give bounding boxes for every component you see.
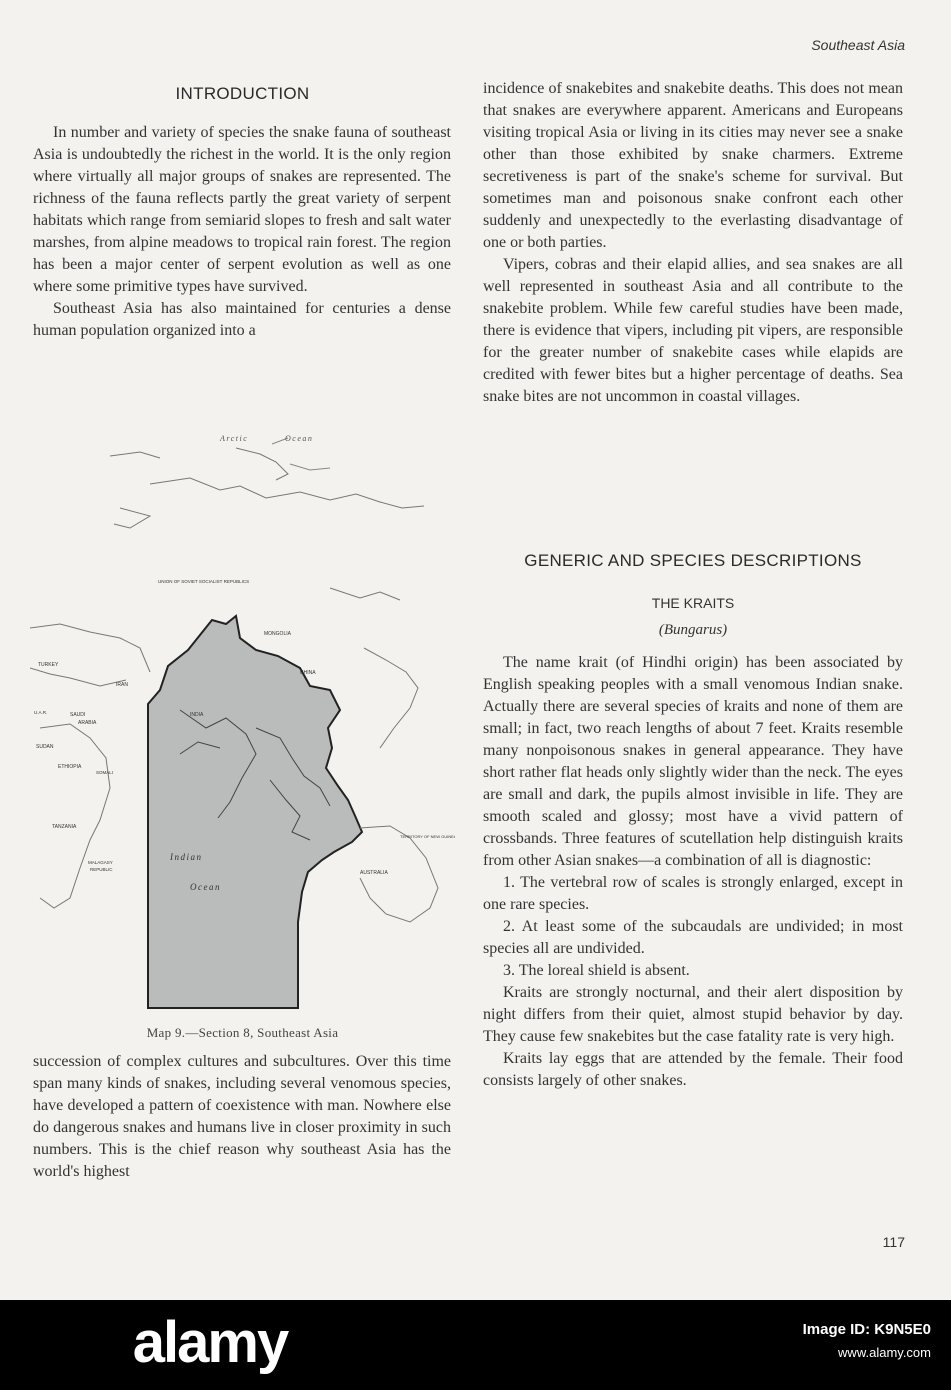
map-caption: Map 9.—Section 8, Southeast Asia <box>146 1025 339 1040</box>
map-label-china: CHINA <box>300 670 316 676</box>
map-label-ocean: Ocean <box>190 882 221 892</box>
kraits-paragraph-3: Kraits lay eggs that are attended by the female. Their food consists largely of other snakes. <box>483 1050 903 1089</box>
kraits-list-item-2: 2. At least some of the subcaudals are undivided; in most species all are undivided. <box>483 918 903 957</box>
kraits-subheading: THE KRAITS <box>651 595 735 611</box>
map-label-india: INDIA <box>190 712 204 718</box>
intro-continuation <box>33 1051 451 1183</box>
map-label-australia: AUSTRALIA <box>360 870 388 876</box>
intro-continuation-text: succession of complex cultures and subcultures. Over this time span many kinds of snakes, including several venomous species, have developed a pattern of coexistence with man. Nowhere else do dangerous snakes and humans live in closer proximity in such numbers. This is the chief reason why southeast Asia has the world's highest <box>33 1053 451 1180</box>
kraits-paragraph-1: The name krait (of Hindhi origin) has been associated by English speaking peoples with a small venomous Indian snake. Actually there are several species of kraits and none of them are small; in fact, two reach lengths of about 7 feet. Kraits resemble many nonpoisonous snakes in general appearance. They have short rather flat heads only slightly wider than the neck. The eyes are small and dark, the pupils almost invisible in life. They are smooth scaled and glossy; most have a vivid pattern of crossbands. Three features of scutellation help distinguish kraits from other Asian snakes—a combination of all is diagnostic: <box>483 654 903 869</box>
kraits-list-item-3: 3. The loreal shield is absent. <box>503 962 690 979</box>
kraits-paragraph-2: Kraits are strongly nocturnal, and their alert disposition by night differs from their quiet, almost stupid behavior by day. They cause few snakebites but the case fatality rate is very high. <box>483 984 903 1045</box>
map-label-arctic: Arctic <box>220 434 249 443</box>
map-label-saudi: SAUDI <box>70 712 86 718</box>
map-label-territory: TERRITORY OF NEW GUINEA <box>400 834 455 839</box>
running-head: Southeast Asia <box>811 37 905 53</box>
map-label-republic: REPUBLIC <box>90 867 113 872</box>
map-label-arabia: ARABIA <box>78 720 97 726</box>
map-label-sudan: SUDAN <box>36 744 54 750</box>
map-label-uar: U.A.R. <box>34 710 48 715</box>
map-label-malagasy: MALAGASY <box>88 860 113 865</box>
intro-paragraph-2: Southeast Asia has also maintained for centuries a dense human population organized into a <box>33 300 451 339</box>
map-label-ethiopia: ETHIOPIA <box>58 764 82 770</box>
map-label-ussr: UNION OF SOVIET SOCIALIST REPUBLICS <box>158 579 250 584</box>
section-8-shaded-region <box>148 616 362 1008</box>
map-label-indian: Indian <box>170 852 203 862</box>
intro-right-paragraph-1: incidence of snakebites and snakebite deaths. This does not mean that snakes are everywhere apparent. Americans and Europeans visiting tropical Asia or living in its cities may never see a snake other than those exhibited by snake charmers. Extreme secretiveness is part of the snake's scheme for survival. But sometimes man and poisonous snake confront each other suddenly and unexpectedly to the everlasting disadvantage of one or both parties. <box>483 80 903 251</box>
southeast-asia-map <box>30 428 455 1012</box>
alamy-logo: alamy <box>132 1309 288 1375</box>
map-label-somali: SOMALI <box>96 770 114 775</box>
page-number: 117 <box>882 1234 905 1250</box>
generic-species-heading: GENERIC AND SPECIES DESCRIPTIONS <box>524 551 862 570</box>
footer-meta <box>631 1318 931 1364</box>
intro-right-paragraph-2: Vipers, cobras and their elapid allies, and sea snakes are all well represented in southeast Asia and all contribute to the snakebite problem. While few careful studies have been made, there is evidence that vipers, including pit vipers, are responsible for the greater number of snakebite cases while elapids are credited with fewer bites but a higher percentage of deaths. Sea snake bites are not uncommon in coastal villages. <box>483 256 903 405</box>
intro-right-text <box>483 78 903 408</box>
map-label-turkey: TURKEY <box>38 662 59 668</box>
map-label-mongolia: MONGOLIA <box>264 631 291 637</box>
kraits-list-item-1: 1. The vertebral row of scales is strongly enlarged, except in one rare species. <box>483 874 903 913</box>
introduction-heading: INTRODUCTION <box>175 84 310 103</box>
intro-paragraph-1: In number and variety of species the snake fauna of southeast Asia is undoubtedly the richest in the world. It is the only region where virtually all major groups of snakes are represented. The richness of the fauna reflects partly the great variety of serpent habitats which range from semiarid slopes to fresh and salt water marshes, from alpine meadows to tropical rain forest. The region has been a major center of serpent evolution as well as one where some primitive types have survived. <box>33 124 451 295</box>
intro-text <box>33 122 451 342</box>
genus-name: (Bungarus) <box>658 622 728 638</box>
map-figure <box>30 428 455 1012</box>
map-label-iran: IRAN <box>116 682 128 688</box>
footer-url: www.alamy.com <box>838 1345 931 1360</box>
map-label-tanzania: TANZANIA <box>52 824 77 830</box>
image-id-label: Image ID: K9N5E0 <box>802 1321 931 1338</box>
map-label-ocean-top: Ocean <box>285 434 314 443</box>
kraits-text <box>483 652 903 1092</box>
